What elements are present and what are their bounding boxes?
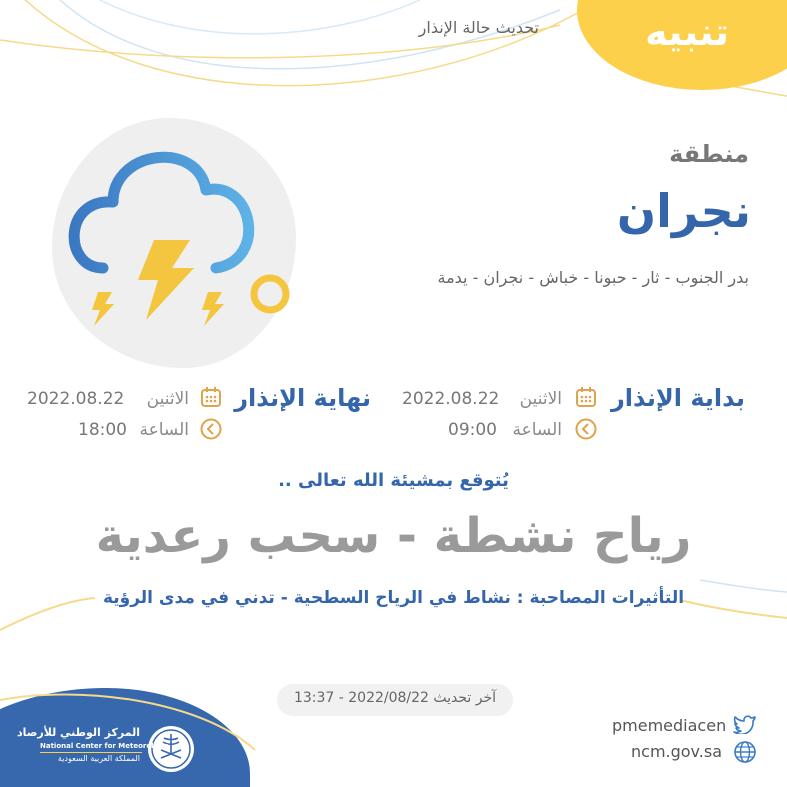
region-name: نجران bbox=[616, 184, 751, 238]
end-time-label: الساعة bbox=[139, 420, 189, 440]
end-day: الاثنين bbox=[146, 389, 189, 409]
start-day: الاثنين bbox=[519, 389, 562, 409]
start-time-label: الساعة bbox=[512, 420, 562, 440]
logo-country-ar: المملكة العربية السعودية bbox=[57, 754, 140, 763]
twitter-handle[interactable]: pmemediacen bbox=[612, 716, 727, 735]
clock-icon bbox=[575, 418, 597, 440]
end-time: 18:00 bbox=[78, 420, 127, 440]
clock-icon bbox=[200, 418, 222, 440]
calendar-icon bbox=[200, 386, 222, 408]
logo-name-en: National Center for Meteorology bbox=[40, 742, 168, 750]
alert-badge-label: تنبيه bbox=[645, 10, 729, 54]
region-label: منطقة bbox=[669, 140, 749, 168]
forecast-headline: رياح نشطة - سحب رعدية bbox=[95, 508, 692, 564]
update-status-text: تحديث حالة الإنذار bbox=[418, 18, 539, 37]
region-areas: بدر الجنوب - ثار - حبونا - خباش - نجران - يدمة bbox=[437, 268, 749, 287]
start-time: 09:00 bbox=[448, 420, 497, 440]
logo-divider bbox=[40, 752, 142, 753]
end-date: 2022.08.22 bbox=[27, 389, 125, 409]
calendar-icon bbox=[575, 386, 597, 408]
website-link[interactable]: ncm.gov.sa bbox=[631, 742, 723, 761]
forecast-effects: التأثيرات المصاحبة : نشاط في الرياح السطحية - تدني في مدى الرؤية bbox=[102, 588, 685, 608]
globe-icon[interactable] bbox=[733, 740, 757, 764]
twitter-icon[interactable] bbox=[733, 714, 757, 734]
logo-name-ar: المركز الوطني للأرصاد bbox=[16, 726, 140, 739]
thunderstorm-icon bbox=[58, 140, 298, 340]
start-date: 2022.08.22 bbox=[402, 389, 500, 409]
end-title: نهاية الإنذار bbox=[234, 384, 371, 412]
start-title: بداية الإنذار bbox=[610, 384, 745, 412]
forecast-intro: يُتوقع بمشيئة الله تعالى .. bbox=[278, 470, 509, 491]
last-update-text: آخر تحديث 2022/08/22 - 13:37 bbox=[293, 690, 497, 706]
